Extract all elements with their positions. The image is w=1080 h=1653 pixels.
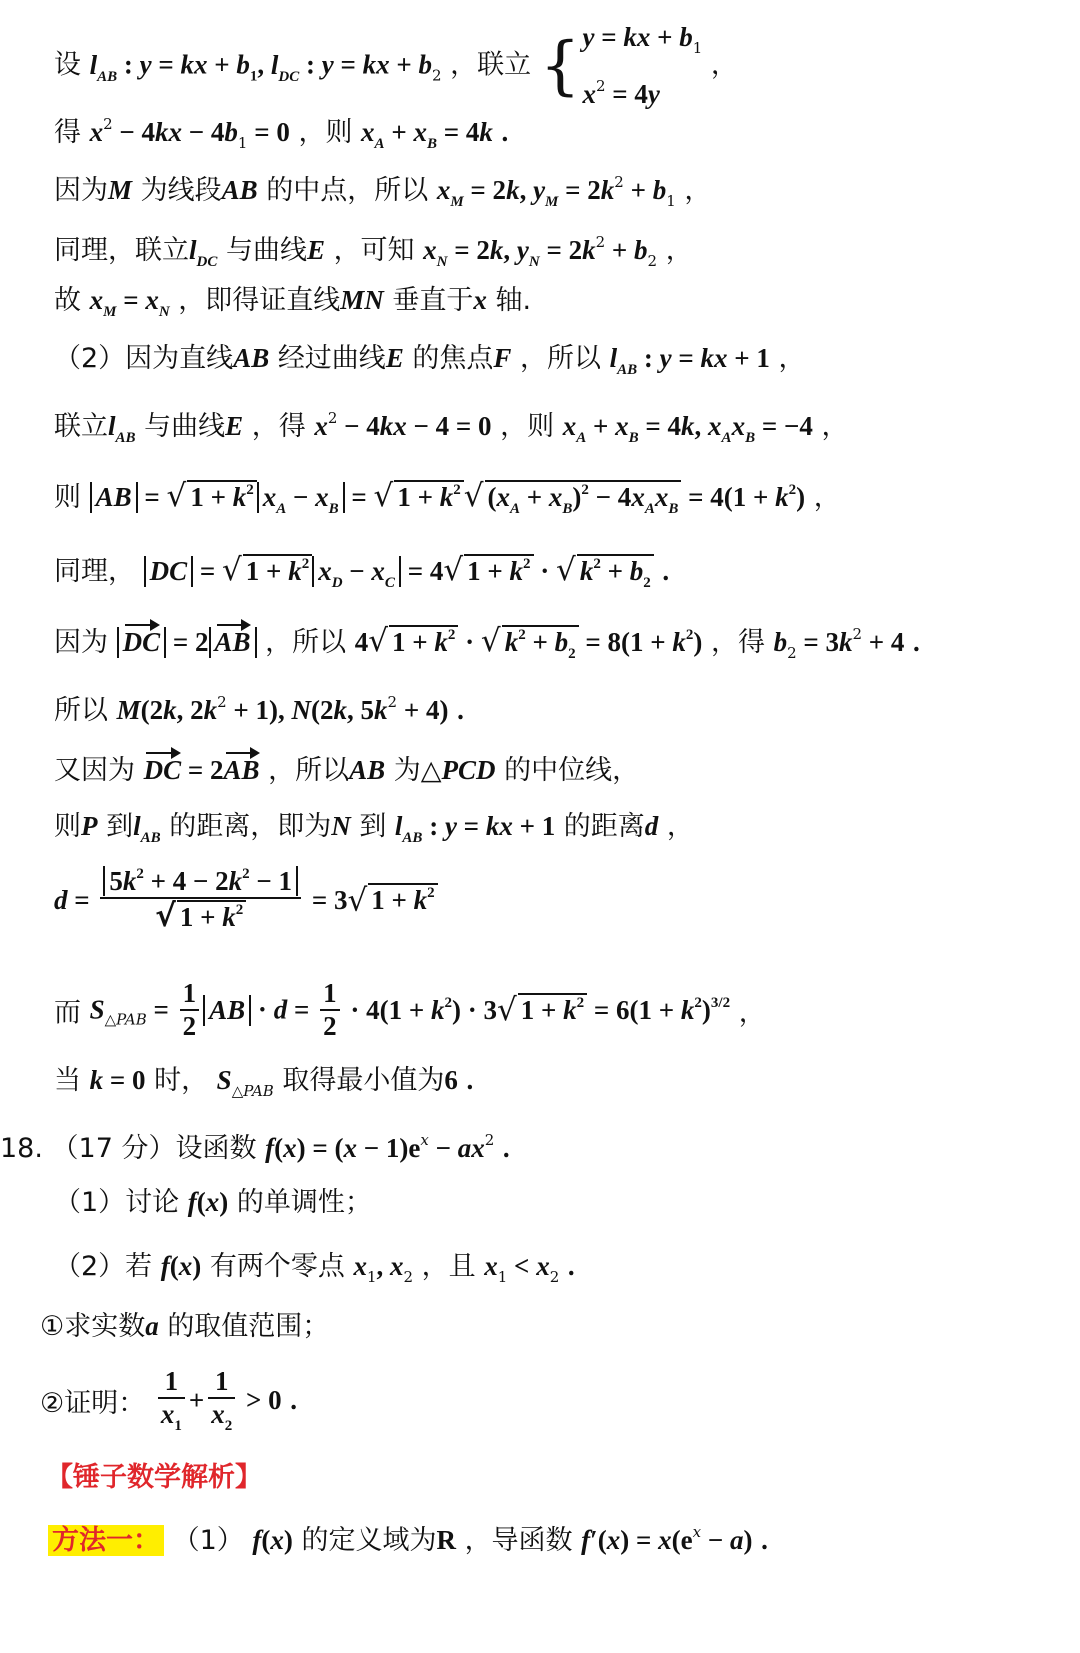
line-16: 当 k = 0 时， $S_{\triangle PAB}$ 取得最小值为6 . (54, 1065, 474, 1100)
section-title: 【锤子数学解析】 (46, 1462, 262, 1493)
method-line: 方法一： （1） f(x) 的定义域为R ，导函数 $f'(x) = x(e^x - a)$ . (48, 1512, 768, 1561)
line-12: 又因为 DC = 2AB ，所以AB 为△PCD 的中位线， (54, 750, 639, 791)
question-18-part-2b: ②证明： $\frac{1}{x_1}$ + $\frac{1}{x_2}$ > 0 . (40, 1366, 297, 1435)
line-6: （2）因为直线AB 经过曲线E 的焦点F ，所以 $l_{AB}$ : y = kx + 1 ， (54, 343, 806, 378)
method-label: 方法一： (48, 1525, 164, 1556)
line-5: 故 $x_M = x_N$ ，即得证直线MN 垂直于x 轴. (54, 285, 532, 320)
equation-system: y = kx + $b_1$ $x^2 = 4y$ (582, 22, 703, 109)
line-7: 联立$l_{AB}$ 与曲线E ，得 $x^2 - 4kx - 4 = 0$ ，则 $x_A + x_B = 4k$, $x_Ax_B = -4$ ， (54, 409, 849, 446)
area-formula: 而 $S_{\triangle PAB}$ = $\frac{1}{2}$ AB · d = $\frac{1}{2}$ · $4(1 + k^2) \cdot 3√$ $1 + k^2 = 6(1 + k^2)^{3/2}$ ， (54, 978, 766, 1042)
line-8: 则 AB = √ $1 + k^2$ $x_A - x_B$ = √ $1 + k^2√$ $(x_A + x_B)^2 - 4x_Ax_B = 4(1 + k^2)$ ， (54, 478, 841, 517)
line-13: 则P 到$l_{AB}$ 的距离，即为N 到 $l_{AB}$ : y = kx + 1 的距离d ， (54, 811, 694, 846)
question-18-part-2a: ①求实数a 的取值范围； (40, 1311, 330, 1342)
line-11: 所以 M(2k, $2k^2 + 1$), N(2k, $5k^2 + 4$) . (54, 693, 464, 726)
question-18: 18. （17 分）设函数 $f(x) = (x - 1)e^x - ax^2$ . (0, 1131, 510, 1164)
system-brace: { (539, 29, 581, 103)
line-1: 设 $l_{AB}$ : y = kx + $b_1$, $l_{DC}$ : y = kx + $b_2$ ，联立 { y = kx + $b_1$ $x^2 = 4y$ ， (54, 18, 738, 114)
line-9: 同理， DC = √ $1 + k^2$ $x_D - x_C = 4√$ $1 + k^2$ · √ $k^2 + b_2$ . (54, 552, 670, 591)
question-number: 18. (0, 1133, 43, 1164)
question-18-part-2: （2）若 f(x) 有两个零点 $x_1$, $x_2$ ，且 $x_1 < x_2$ . (54, 1251, 575, 1286)
line-2: 得 $x^2 - 4kx - 4b_1 = 0$ ，则 $x_A + x_B = 4k$ . (54, 115, 509, 152)
distance-formula: d = $\frac{5k^2 + 4 - 2k^2 - 1}{√ 1 + k^2}$ = 3√ $1 + k^2$ (54, 866, 438, 935)
line-3: 因为M 为线段AB 的中点，所以 $x_M = 2k$, $y_M = 2k^2 + b_1$ ， (54, 173, 712, 210)
question-18-part-1: （1）讨论 f(x) 的单调性； (54, 1187, 372, 1218)
line-10: 因为 DC = 2 AB ，所以 4√ $1 + k^2$ · √ $k^2 + b_2 = 8(1 + k^2)$ ，得 $b_2 = 3k^2 + 4$ . (54, 623, 920, 662)
line-4: 同理，联立$l_{DC}$ 与曲线E ，可知 $x_N = 2k$, $y_N = 2k^2 + b_2$ ， (54, 233, 693, 270)
